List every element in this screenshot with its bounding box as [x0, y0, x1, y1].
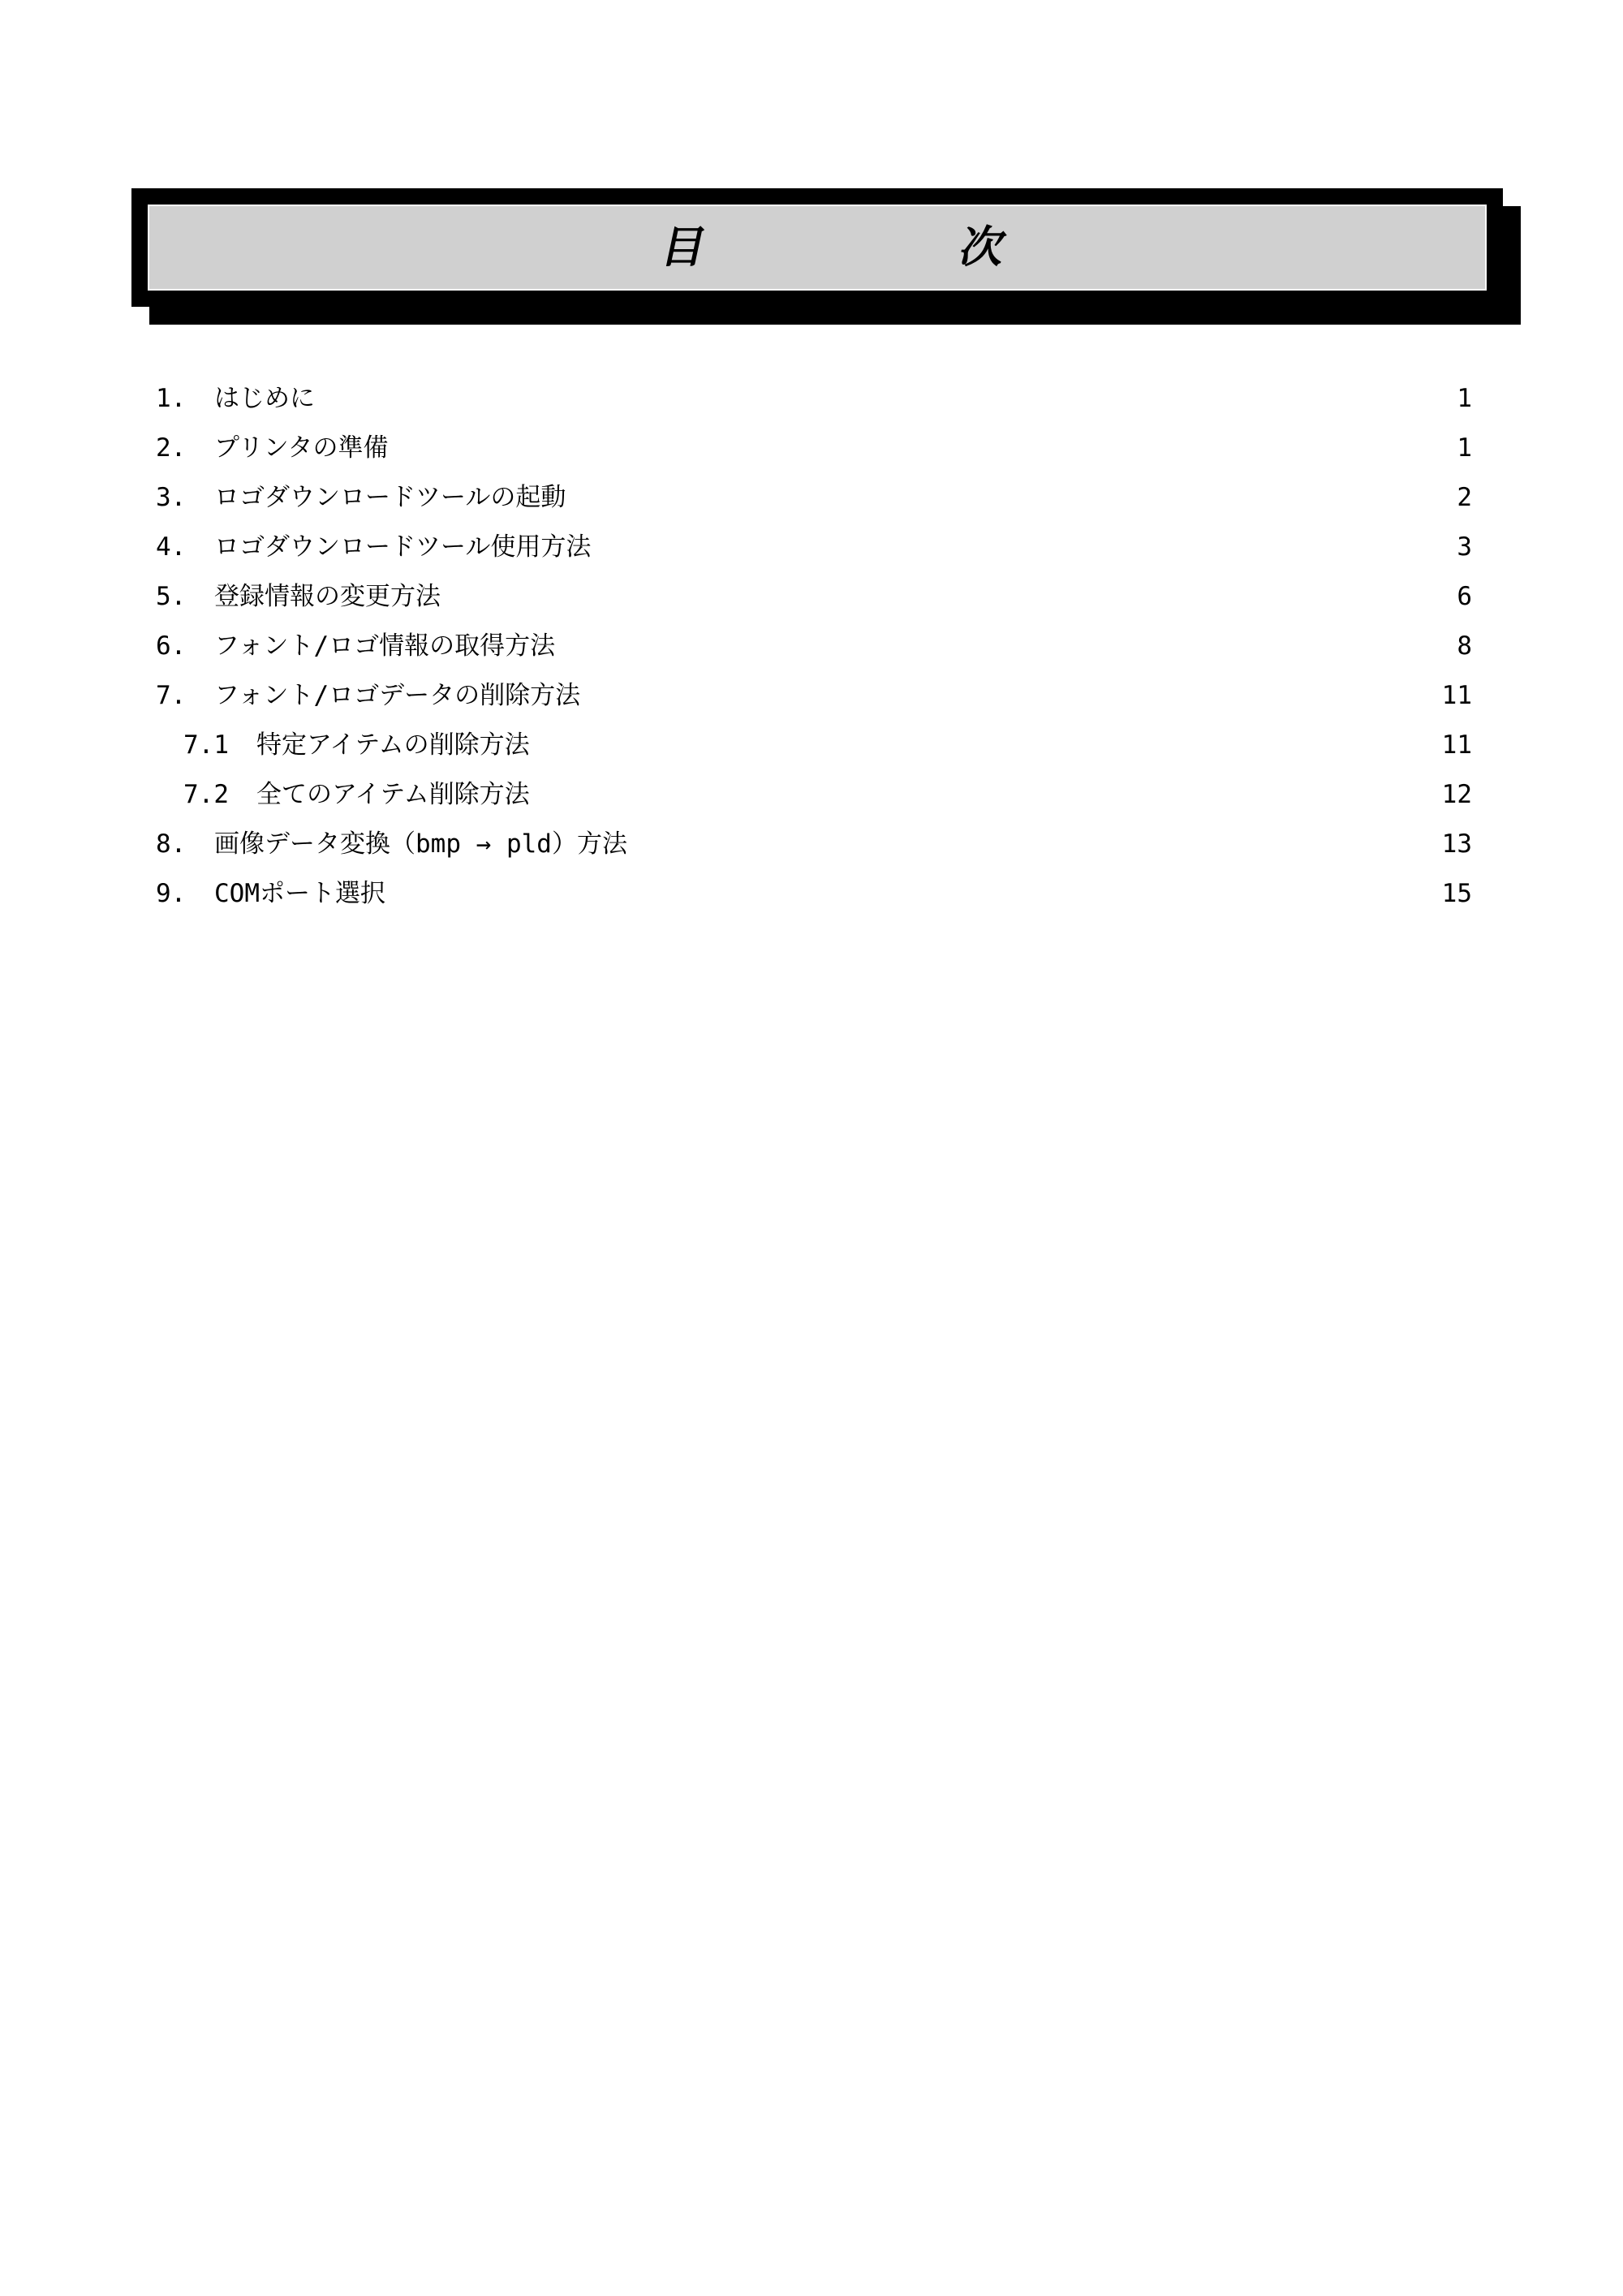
toc-leader-dots	[390, 877, 1425, 910]
toc-entry[interactable]	[156, 828, 1472, 860]
toc-entry-page: 1	[1457, 384, 1472, 413]
toc-entry-page: 8	[1457, 631, 1472, 661]
toc-entry-page: 11	[1441, 730, 1472, 760]
toc-entry-title: 画像データ変換（bmp → pld）方法	[214, 829, 627, 859]
toc-leader-dots	[535, 729, 1425, 761]
toc-subentry[interactable]	[183, 778, 1472, 811]
toc-entry-number: 7.2	[183, 780, 229, 809]
toc-entry[interactable]	[156, 630, 1472, 662]
toc-entry-title: COMポート選択	[214, 879, 385, 908]
toc-entry-number: 7.1	[183, 730, 229, 760]
toc-entry-page: 13	[1441, 829, 1472, 859]
toc-entry-number: 3.	[156, 483, 187, 512]
title-banner	[131, 188, 1503, 307]
toc-entry-page: 12	[1441, 780, 1472, 809]
toc-entry-page: 15	[1441, 879, 1472, 908]
toc-entry-page: 1	[1457, 433, 1472, 463]
toc-entry-title: プリンタの準備	[214, 433, 389, 463]
toc-entry-title: 全てのアイテム削除方法	[256, 780, 530, 809]
toc-entry-number: 8.	[156, 829, 187, 859]
toc-entry[interactable]	[156, 432, 1472, 464]
toc-entry-page: 11	[1441, 681, 1472, 710]
toc-entry-page: 3	[1457, 532, 1472, 562]
toc-leader-dots	[446, 580, 1425, 613]
toc-leader-dots	[570, 481, 1425, 514]
toc-entry-number: 1.	[156, 384, 187, 413]
toc-entry-number: 2.	[156, 433, 187, 463]
toc-leader-dots	[585, 679, 1425, 712]
toc-entry-number: 6.	[156, 631, 187, 661]
toc-leader-dots	[632, 828, 1425, 860]
toc-leader-dots	[560, 630, 1425, 662]
title-banner-inner	[148, 205, 1487, 291]
toc-entry[interactable]	[156, 877, 1472, 910]
toc-entry-title: ロゴダウンロードツールの起動	[214, 483, 566, 512]
toc-entry-title: はじめに	[214, 384, 315, 413]
page-title-char-2: 次	[955, 222, 1010, 273]
toc-entry-number: 4.	[156, 532, 187, 562]
toc-entry-title: 特定アイテムの削除方法	[256, 730, 530, 760]
toc-entry-page: 6	[1457, 582, 1472, 611]
toc-entry[interactable]	[156, 382, 1472, 415]
toc-leader-dots	[394, 432, 1425, 464]
toc-leader-dots	[596, 531, 1425, 563]
toc-leader-dots	[320, 382, 1425, 415]
toc-entry[interactable]	[156, 679, 1472, 712]
page-title-char-1: 目	[657, 222, 712, 273]
toc-entry-title: フォント/ロゴデータの削除方法	[214, 681, 581, 710]
toc-entry[interactable]	[156, 531, 1472, 563]
toc-entry-number: 5.	[156, 582, 187, 611]
toc-entry-title: ロゴダウンロードツール使用方法	[214, 532, 592, 562]
toc-entry[interactable]	[156, 481, 1472, 514]
toc-entry-title: フォント/ロゴ情報の取得方法	[214, 631, 556, 661]
toc-entry-title: 登録情報の変更方法	[214, 582, 441, 611]
toc-leader-dots	[535, 778, 1425, 811]
toc-entry[interactable]	[156, 580, 1472, 613]
toc-entry-page: 2	[1457, 483, 1472, 512]
toc-subentry[interactable]	[183, 729, 1472, 761]
toc-entry-number: 7.	[156, 681, 187, 710]
toc-entry-number: 9.	[156, 879, 187, 908]
